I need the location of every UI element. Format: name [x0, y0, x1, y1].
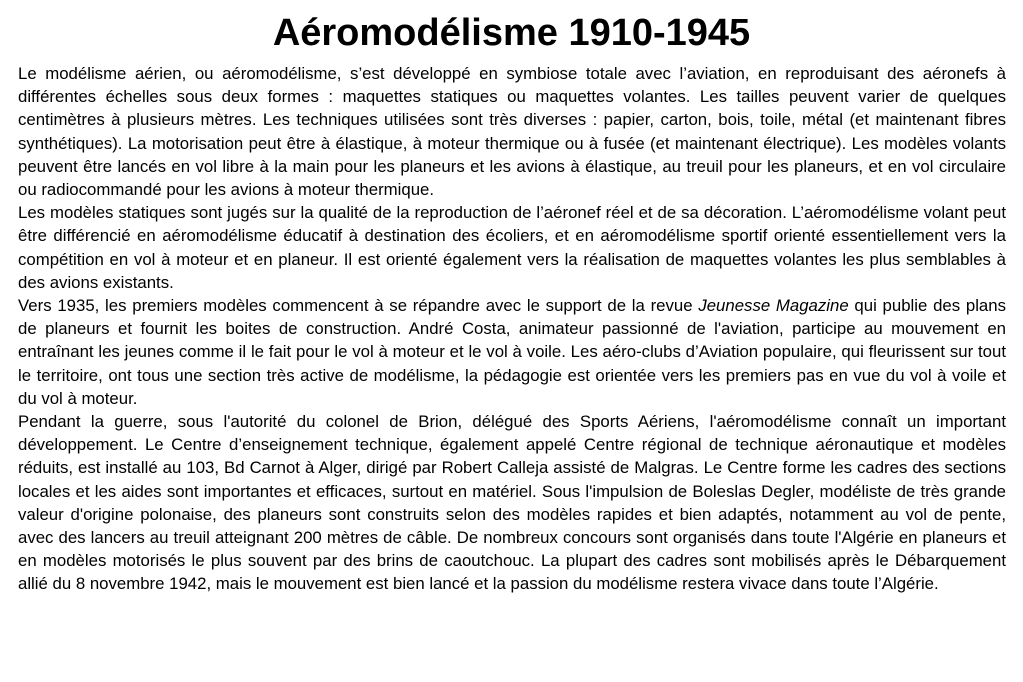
paragraph-intro [18, 62, 1006, 201]
magazine-title: Jeunesse Magazine [698, 296, 849, 316]
paragraph-static-models [18, 201, 1006, 294]
paragraph-1935-text-end: qui publie des plans de planeurs et fournit les boites de construction. André Costa, animateur passionné de l'aviation, participe au mouvement en entraînant les jeunes comme il le fait pour le vol à moteur et le vol à voile. Les aéro-clubs d’Aviation populaire, qui fleurissent sur tout le territoire, ont tous une section très active de modélisme, la pédagogie est orientée vers les premiers pas en vue du vol à voile et du vol à moteur. [18, 296, 1006, 408]
paragraph-war-text: Pendant la guerre, sous l'autorité du colonel de Brion, délégué des Sports Aériens, l'aéromodélisme connaît un important développement. Le Centre d’enseignement technique, également appelé Centre régional de technique aéronautique et modèles réduits, est installé au 103, Bd Carnot à Alger, dirigé par Robert Calleja assisté de Malgras. Le Centre forme les cadres des sections locales et les aides sont importantes et efficaces, surtout en matériel. Sous l'impulsion de Boleslas Degler, modéliste de très grande valeur d'origine polonaise, des planeurs sont construits selon des modèles rapides et bien adaptés, notamment au vol de pente, avec des lancers au treuil atteignant 200 mètres de câble. De nombreux concours sont organisés dans toute l'Algérie en planeurs et en modèles motorisés le plus souvent par des brins de caoutchouc. La plupart des cadres sont mobilisés après le Débarquement allié du 8 novembre 1942, mais le mouvement est bien lancé et la passion du modélisme restera vivace dans toute l’Algérie. [18, 412, 1006, 594]
paragraph-static-models-text: Les modèles statiques sont jugés sur la qualité de la reproduction de l’aéronef réel et de sa décoration. L’aéromodélisme volant peut être différencié en aéromodélisme éducatif à destination des écoliers, et en aéromodélisme sportif orienté essentiellement vers la compétition en vol à moteur et en planeur. Il est orienté également vers la réalisation de maquettes volantes les plus semblables à des avions existants. [18, 203, 1006, 292]
paragraph-war [18, 410, 1006, 596]
paragraph-1935-text-start: Vers 1935, les premiers modèles commencent à se répandre avec le support de la revue [18, 296, 699, 316]
paragraph-intro-text: Le modélisme aérien, ou aéromodélisme, s’est développé en symbiose totale avec l’aviation, en reproduisant des aéronefs à différentes échelles sous deux formes : maquettes statiques ou maquettes volantes. Les tailles peuvent varier de quelques centimètres à plusieurs mètres. Les techniques utilisées sont très diverses : papier, carton, bois, toile, métal (et maintenant fibres synthétiques). La motorisation peut être à élastique, à moteur thermique ou à fusée (et maintenant électrique). Les modèles volants peuvent être lancés en vol libre à la main pour les planeurs et les avions à élastique, au treuil pour les planeurs, et en vol circulaire ou radiocommandé pour les avions à moteur thermique. [18, 64, 1006, 200]
paragraph-1935 [18, 294, 1006, 410]
page-title: Aéromodélisme 1910-1945 [272, 12, 751, 54]
article-body [18, 62, 1006, 596]
